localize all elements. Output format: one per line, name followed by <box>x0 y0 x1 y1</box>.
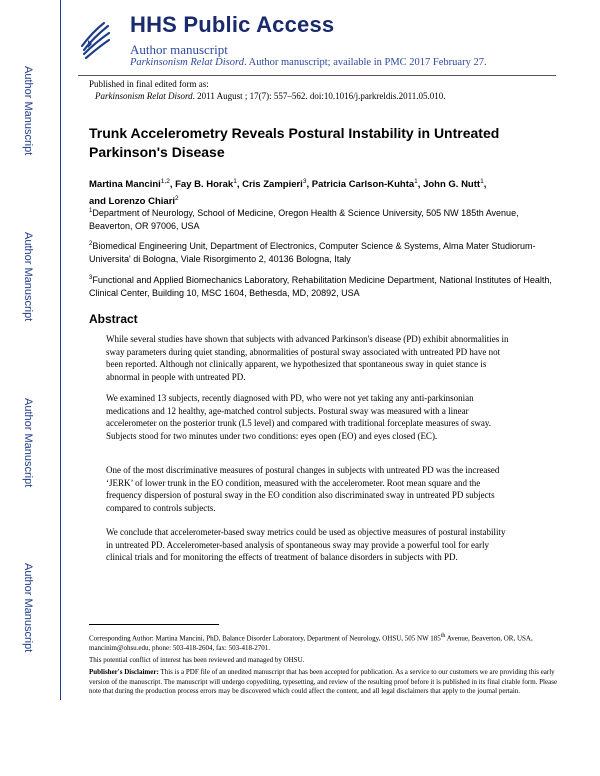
affiliation-3 <box>89 272 559 300</box>
affiliation-2 <box>89 238 559 266</box>
side-label-3: Author Manuscript <box>22 398 34 488</box>
author-sep: , <box>306 179 312 191</box>
hhs-eagle-icon <box>78 20 112 60</box>
author-sup: 1 <box>414 178 418 185</box>
author-sep: , <box>483 179 487 191</box>
affiliation-sup: 3 <box>89 275 93 281</box>
affiliation-sup: 2 <box>89 241 93 247</box>
affiliation-sup: 1 <box>89 208 93 214</box>
publisher-disclaimer <box>89 668 559 697</box>
journal-name: Parkinsonism Relat Disord <box>130 57 244 68</box>
disclaimer-text: This is a PDF file of an unedited manuscript that has been accepted for publication. As a service to our customers we are providing this early version of the manuscript. The manuscript will undergo copyediting, typesetting, and review of the resulting proof before it is published in its final citable form. Please note that during the production process errors may be discovered which could affect the content, and all legal disclaimers that apply to the journal pertain. <box>89 668 558 695</box>
author-manuscript-label: Author manuscript <box>130 42 228 57</box>
disclaimer-label: Publisher's Disclaimer: <box>89 668 159 676</box>
abstract-paragraph-3: One of the most discriminative measures of postural changes in subjects with untreated PD was the increased ‘JERK’ of lower trunk in the EO condition, measured with the accelerometer. Root mean square and the frequency dispersion of postural sway in the EO condition also discriminated sway in untreated PD subjects compared to controls subjects. <box>106 465 500 513</box>
hhs-title: HHS Public Access <box>130 12 335 37</box>
author-name: Fay B. Horak <box>175 179 234 191</box>
affiliation-text: Functional and Applied Biomechanics Laboratory, Rehabilitation Medicine Department, National Institutes of Health, Clinical Center, Building 10, MSC 1604, Bethesda, MD, 20892, USA <box>89 275 552 298</box>
side-label-2: Author Manuscript <box>22 232 34 322</box>
paper-title: Trunk Accelerometry Reveals Postural Instability in Untreated Parkinson's Disease <box>89 125 500 160</box>
author-name: Martina Mancini <box>89 179 161 191</box>
corresponding-main: Corresponding Author: Martina Mancini, PhD, Balance Disorder Laboratory, Department of Neurology, OHSU, 505 NW 185 <box>89 634 441 643</box>
side-label-4: Author Manuscript <box>22 563 34 653</box>
journal-availability <box>130 57 487 68</box>
author-sup: 1,2 <box>160 178 170 185</box>
author-sup: 3 <box>302 178 307 185</box>
author-sep: , <box>236 179 243 191</box>
abstract-paragraph-4: We conclude that accelerometer-based sway metrics could be used as objective measures of postural instability in untreated PD. Accelerometer-based analysis of spontaneous sway may provide a powerful tool for early clinical trials and for monitoring the effects of treatment of balance disorders in subjects with PD. <box>106 527 506 562</box>
author-name: and Lorenzo Chiari <box>89 196 176 208</box>
author-name: Cris Zampieri <box>242 179 303 191</box>
footnote-divider <box>89 624 219 625</box>
abstract-heading: Abstract <box>89 312 138 326</box>
author-sup: 1 <box>480 178 484 185</box>
corresponding-rest: Avenue, Beaverton, OR, USA, mancinim@ohsu.edu, phone: 503-418-2604, fax: 503-418-2701. <box>89 634 533 652</box>
citation-details: . 2011 August ; 17(7): 557–562. doi:10.1016/j.parkreldis.2011.05.010. <box>192 91 446 101</box>
affiliation-text: Biomedical Engineering Unit, Department of Electronics, Computer Science & Systems, Alma Mater Studiorum-Universita' di Bologna, Viale Risorgimento 2, 40136 Bologna, Italy <box>89 241 536 264</box>
corresponding-sup: th <box>440 633 446 639</box>
citation-journal: Parkinsonism Relat Disord <box>95 91 193 101</box>
conflict-note: This potential conflict of interest has been reviewed and managed by OHSU. <box>89 656 305 664</box>
citation <box>89 90 446 102</box>
author-sup: 2 <box>175 195 179 203</box>
author-sup: 1 <box>233 178 237 185</box>
affiliation-1 <box>89 205 559 233</box>
header-divider <box>78 75 556 76</box>
published-label: Published in final edited form as: <box>89 79 209 89</box>
affiliation-text: Department of Neurology, School of Medicine, Oregon Health & Science University, 505 NW 185th Avenue, Beaverton, OR 97006, USA <box>89 208 519 231</box>
abstract-paragraph-1: While several studies have shown that subjects with advanced Parkinson's disease (PD) exhibit abnormalities in sway parameters during quiet standing, abnormalities of postural sway associated with untreated PD have not been reported. Although not clinically apparent, we hypothesized that spontaneous sway in quiet stance is abnormal in people with untreated PD. <box>106 334 509 382</box>
abstract-paragraph-2: We examined 13 subjects, recently diagnosed with PD, who were not yet taking any anti-parkinsonian medications and 12 healthy, age-matched control subjects. Postural sway was measured with a linear accelerometer on the posterior trunk (L5 level) and compared with traditional forceplate measures of sway. Subjects stood for two minutes under two conditions: eyes open (EO) and eyes closed (EC). <box>106 393 492 441</box>
author-name: John G. Nutt <box>423 179 481 191</box>
availability-text: . Author manuscript; available in PMC 2017 February 27. <box>243 57 487 68</box>
author-name: Patricia Carlson-Kuhta <box>311 179 415 191</box>
author-sep: , <box>417 179 424 191</box>
side-label-1: Author Manuscript <box>22 66 34 156</box>
sidebar-divider <box>60 0 61 700</box>
corresponding-author <box>89 632 559 653</box>
publication-info <box>89 78 446 102</box>
author-sep: , <box>169 179 176 191</box>
